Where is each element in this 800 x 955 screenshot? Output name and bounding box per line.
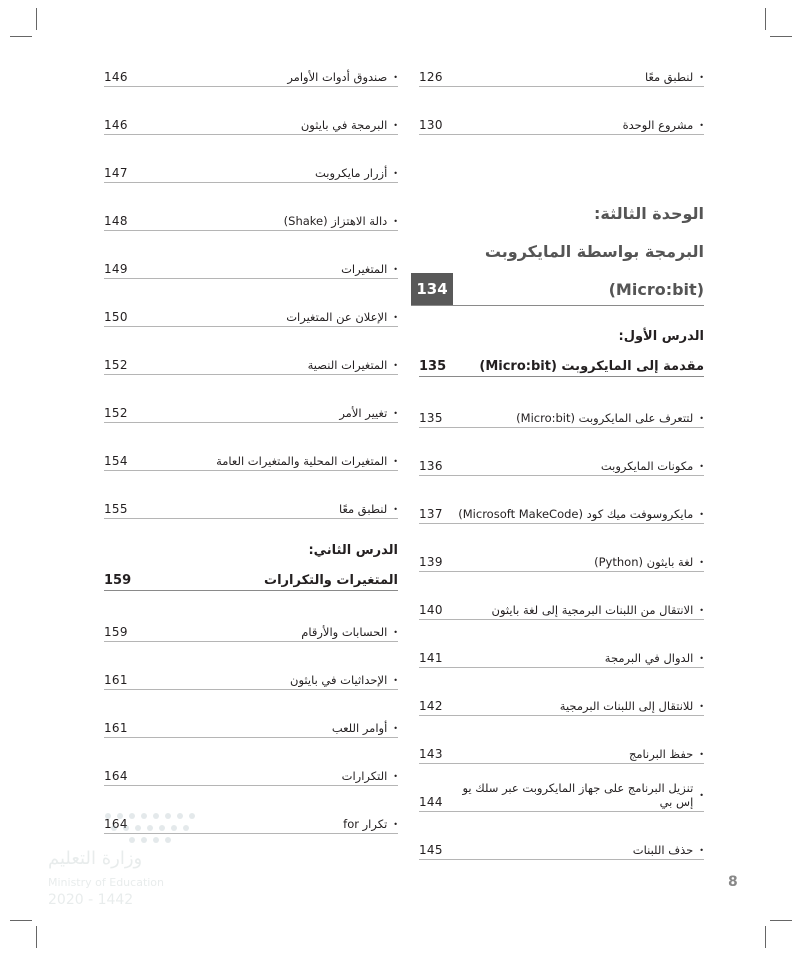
unit-title: البرمجة بواسطة المايكروبت	[484, 242, 704, 261]
toc-entry[interactable]	[419, 593, 704, 620]
bullet-icon: •	[393, 168, 398, 178]
entry-title: لغة بايثون (Python)	[594, 555, 694, 569]
toc-entry[interactable]	[419, 641, 704, 668]
ministry-logo	[38, 800, 228, 920]
entry-page: 159	[104, 625, 128, 639]
lesson-page: 135	[419, 359, 447, 374]
entry-title: تنزيل البرنامج على جهاز المايكروبت عبر سلك يو إس بي	[462, 781, 694, 809]
toc-entry[interactable]	[104, 204, 398, 231]
bullet-icon: •	[699, 120, 704, 130]
toc-entry[interactable]	[419, 401, 704, 428]
unit-page-badge: 134	[411, 273, 453, 305]
entry-page: 145	[419, 843, 443, 857]
entry-title: للانتقال إلى اللبنات البرمجية	[559, 699, 694, 713]
crop-mark	[36, 8, 37, 30]
lesson-heading[interactable]	[104, 540, 398, 591]
entry-title: التكرارات	[341, 769, 388, 783]
entry-page: 164	[104, 817, 128, 831]
entry-title: لتتعرف على المايكروبت (Micro:bit)	[516, 411, 694, 425]
entry-page: 152	[104, 358, 128, 372]
bullet-icon: •	[699, 653, 704, 663]
logo-dots-icon	[98, 806, 208, 846]
entry-title: المتغيرات المحلية والمتغيرات العامة	[216, 454, 388, 468]
toc-entry[interactable]	[104, 492, 398, 519]
toc-entry[interactable]	[104, 156, 398, 183]
toc-entry[interactable]	[104, 759, 398, 786]
entry-title: المتغيرات النصية	[307, 358, 388, 372]
entry-title: الإعلان عن المتغيرات	[286, 310, 388, 324]
lesson-label: الدرس الثاني:	[308, 543, 398, 558]
toc-entry[interactable]	[104, 252, 398, 279]
toc-entry[interactable]	[419, 449, 704, 476]
bullet-icon: •	[393, 120, 398, 130]
lesson-page: 159	[104, 573, 132, 588]
crop-mark	[36, 926, 37, 948]
entry-page: 152	[104, 406, 128, 420]
entry-title: صندوق أدوات الأوامر	[287, 70, 388, 84]
bullet-icon: •	[699, 72, 704, 82]
entry-title: الانتقال من اللبنات البرمجية إلى لغة بايثون	[491, 603, 694, 617]
lesson-title: المتغيرات والتكرارات	[264, 573, 398, 588]
entry-page: 164	[104, 769, 128, 783]
logo-year-text: 2020 - 1442	[48, 892, 134, 908]
entry-title: أوامر اللعب	[331, 721, 388, 735]
bullet-icon: •	[393, 675, 398, 685]
entry-page: 147	[104, 166, 128, 180]
entry-page: 149	[104, 262, 128, 276]
toc-entry[interactable]	[104, 60, 398, 87]
lesson-title: مقدمة إلى المايكروبت (Micro:bit)	[479, 359, 704, 374]
entry-title: الحسابات والأرقام	[301, 625, 388, 639]
entry-title: حذف اللبنات	[632, 843, 694, 857]
lesson-label: الدرس الأول:	[618, 329, 704, 344]
entry-page: 130	[419, 118, 443, 132]
entry-page: 154	[104, 454, 128, 468]
bullet-icon: •	[699, 749, 704, 759]
crop-mark	[10, 920, 32, 921]
bullet-icon: •	[699, 845, 704, 855]
entry-page: 143	[419, 747, 443, 761]
toc-entry[interactable]	[104, 108, 398, 135]
toc-entry[interactable]	[419, 108, 704, 135]
bullet-icon: •	[393, 723, 398, 733]
toc-entry[interactable]	[419, 689, 704, 716]
entry-title: مكونات المايكروبت	[600, 459, 694, 473]
toc-entry[interactable]	[419, 545, 704, 572]
bullet-icon: •	[393, 408, 398, 418]
toc-entry[interactable]	[104, 444, 398, 471]
bullet-icon: •	[699, 701, 704, 711]
toc-entry[interactable]	[419, 833, 704, 860]
bullet-icon: •	[393, 771, 398, 781]
entry-page: 136	[419, 459, 443, 473]
entry-title: الإحداثيات في بايثون	[290, 673, 388, 687]
toc-entry[interactable]	[419, 781, 704, 812]
entry-title: مشروع الوحدة	[622, 118, 694, 132]
entry-title: مايكروسوفت ميك كود (Microsoft MakeCode)	[458, 507, 694, 521]
entry-page: 141	[419, 651, 443, 665]
entry-page: 142	[419, 699, 443, 713]
bullet-icon: •	[393, 627, 398, 637]
toc-left-column	[104, 60, 398, 855]
bullet-icon: •	[393, 72, 398, 82]
crop-mark	[770, 920, 792, 921]
entry-page: 150	[104, 310, 128, 324]
entry-title: دالة الاهتزاز (Shake)	[283, 214, 388, 228]
unit-heading[interactable]	[416, 195, 704, 306]
bullet-icon: •	[699, 461, 704, 471]
bullet-icon: •	[699, 413, 704, 423]
bullet-icon: •	[699, 790, 704, 800]
entry-page: 155	[104, 502, 128, 516]
crop-mark	[770, 36, 792, 37]
bullet-icon: •	[699, 509, 704, 519]
crop-mark	[765, 926, 766, 948]
bullet-icon: •	[393, 312, 398, 322]
entry-title: تكرار for	[343, 817, 388, 831]
entry-page: 137	[419, 507, 443, 521]
toc-entry[interactable]	[419, 60, 704, 87]
lesson-heading[interactable]	[419, 326, 704, 377]
crop-mark	[765, 8, 766, 30]
bullet-icon: •	[393, 819, 398, 829]
bullet-icon: •	[393, 264, 398, 274]
entry-page: 146	[104, 118, 128, 132]
entry-page: 139	[419, 555, 443, 569]
entry-title: أزرار مايكروبت	[314, 166, 388, 180]
toc-entry[interactable]	[104, 396, 398, 423]
toc-right-column	[416, 60, 704, 881]
toc-entry[interactable]	[419, 737, 704, 764]
entry-title: لنطبق معًا	[338, 502, 388, 516]
toc-entry[interactable]	[104, 711, 398, 738]
toc-entry[interactable]	[104, 300, 398, 327]
bullet-icon: •	[393, 504, 398, 514]
logo-english-text: Ministry of Education	[48, 876, 165, 889]
entry-title: لنطبق معًا	[644, 70, 694, 84]
toc-entry[interactable]	[104, 615, 398, 642]
bullet-icon: •	[393, 360, 398, 370]
toc-entry[interactable]	[104, 348, 398, 375]
entry-page: 140	[419, 603, 443, 617]
entry-title: البرمجة في بايثون	[300, 118, 388, 132]
entry-title: الدوال في البرمجة	[604, 651, 694, 665]
entry-page: 161	[104, 721, 128, 735]
entry-title: المتغيرات	[341, 262, 388, 276]
page-number: 8	[728, 874, 738, 890]
entry-page: 148	[104, 214, 128, 228]
bullet-icon: •	[393, 216, 398, 226]
bullet-icon: •	[699, 557, 704, 567]
unit-label: الوحدة الثالثة:	[594, 204, 704, 223]
toc-entry[interactable]	[104, 663, 398, 690]
toc-entry[interactable]	[419, 497, 704, 524]
entry-page: 144	[419, 795, 443, 809]
bullet-icon: •	[699, 605, 704, 615]
entry-page: 135	[419, 411, 443, 425]
bullet-icon: •	[393, 456, 398, 466]
unit-subtitle: (Micro:bit)	[608, 280, 704, 299]
logo-arabic-text: وزارة التعليم	[48, 848, 143, 869]
entry-title: حفظ البرنامج	[628, 747, 694, 761]
crop-mark	[10, 36, 32, 37]
entry-page: 146	[104, 70, 128, 84]
entry-page: 126	[419, 70, 443, 84]
entry-title: تغيير الأمر	[339, 406, 388, 420]
entry-page: 161	[104, 673, 128, 687]
